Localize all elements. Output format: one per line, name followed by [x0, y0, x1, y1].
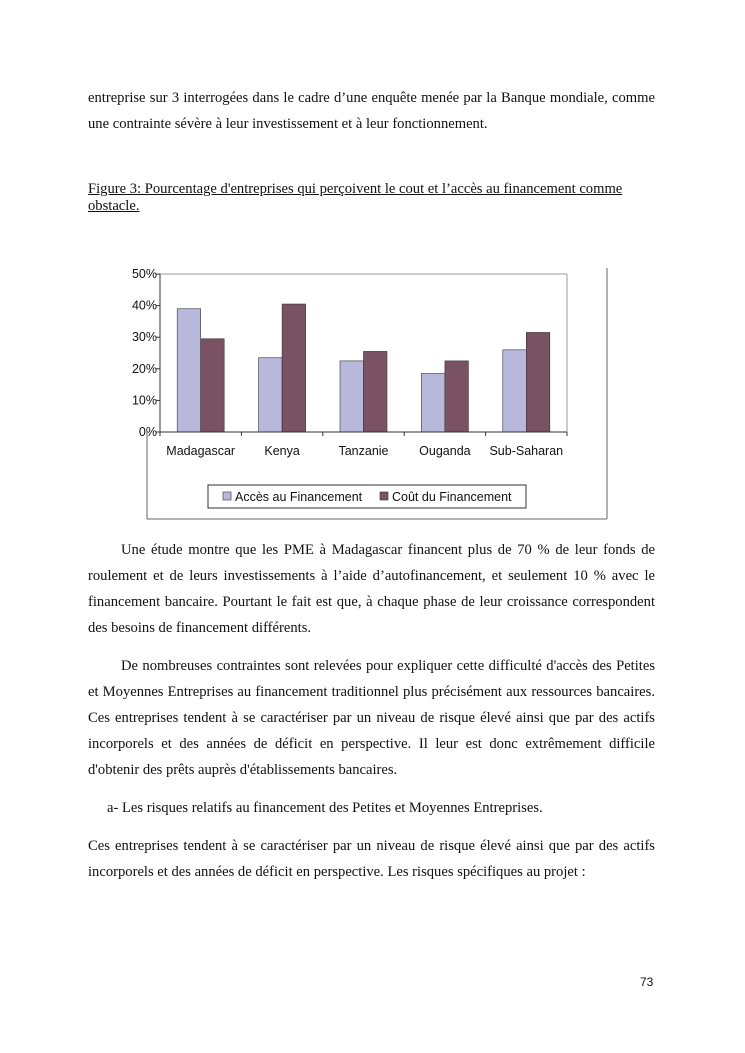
- legend-swatch: [380, 492, 388, 500]
- list-item: a- Les risques relatifs au financement des Petites et Moyennes Entreprises.: [107, 800, 543, 816]
- bar-cout-madagascar: [201, 339, 225, 432]
- legend-swatch: [223, 492, 231, 500]
- bar-cout-sub-saharan: [526, 332, 550, 432]
- paragraph: De nombreuses contraintes sont relevées pour expliquer cette difficulté d'accès des Petites et Moyennes Entreprises au financement traditionnel plus précisément aux ressources bancaires. Ces entreprises tendent à se caractériser par un niveau de risque élevé ainsi que par des actifs incorporels et des années de déficit en perspective. Il leur est donc extrêmement difficile d'obtenir des prêts auprès d'établissements bancaires.: [88, 658, 655, 778]
- legend-label: Accès au Financement: [235, 490, 363, 504]
- y-tick-label: 50%: [131, 267, 157, 281]
- x-tick-label: Ouganda: [419, 444, 471, 458]
- paragraph: Ces entreprises tendent à se caractériser par un niveau de risque élevé ainsi que par des actifs incorporels et des années de déficit en perspective. Les risques spécifiques au projet :: [88, 838, 655, 880]
- bar-acces-kenya: [259, 358, 283, 432]
- x-tick-label: Madagascar: [166, 444, 236, 458]
- bar-acces-madagascar: [177, 309, 201, 432]
- y-tick-label: 20%: [131, 361, 157, 376]
- bar-cout-tanzanie: [364, 351, 388, 432]
- bar-acces-tanzanie: [340, 361, 364, 432]
- bar-acces-ouganda: [421, 374, 445, 432]
- x-tick-label: Kenya: [264, 444, 300, 458]
- y-tick-label: 30%: [131, 330, 157, 345]
- y-tick-label: 0%: [138, 425, 157, 439]
- bar-chart: [110, 260, 610, 522]
- legend: [208, 485, 526, 508]
- bar-cout-ouganda: [445, 361, 469, 432]
- x-tick-label: Sub-Saharan: [489, 444, 564, 458]
- bar-cout-kenya: [282, 304, 306, 432]
- paragraph: Une étude montre que les PME à Madagascar financent plus de 70 % de leur fonds de roulement et de leurs investissements à l’aide d’autofinancement, et seulement 10 % avec le financement bancaire. Pourtant le fait est que, à chaque phase de leur croissance correspondent des besoins de financement différents.: [88, 542, 655, 636]
- y-tick-label: 40%: [131, 298, 157, 313]
- figure-caption: Figure 3: Pourcentage d'entreprises qui perçoivent le cout et l’accès au financement comme obstacle.: [88, 181, 623, 214]
- page-number: 73: [640, 975, 654, 989]
- paragraph: entreprise sur 3 interrogées dans le cadre d’une enquête menée par la Banque mondiale, comme une contrainte sévère à leur investissement et à leur fonctionnement.: [88, 90, 655, 132]
- bar-acces-sub-saharan: [503, 350, 527, 432]
- x-tick-label: Tanzanie: [338, 444, 389, 458]
- legend-label: Coût du Financement: [392, 490, 512, 504]
- y-tick-label: 10%: [131, 393, 157, 408]
